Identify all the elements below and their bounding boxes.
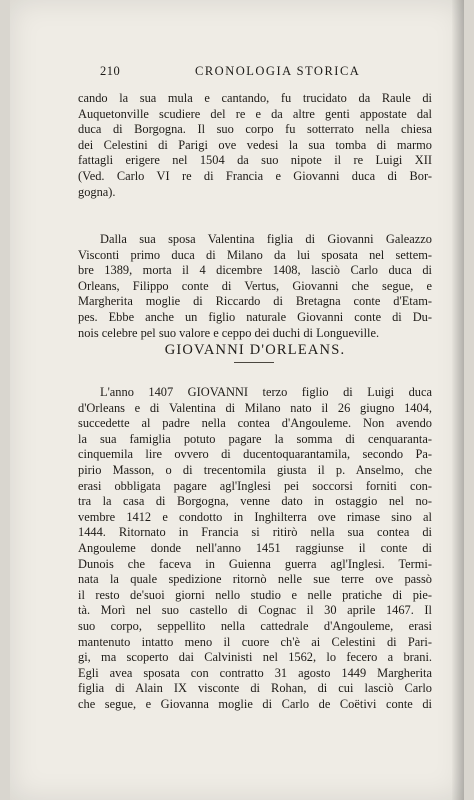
text-line: Auquetonville scudiere del re e da altre genti appostate dal [78, 106, 432, 121]
text-line: Egli avea sposata con contratto 31 agosto 1449 Margherita [78, 665, 432, 680]
text-line: (Ved. Carlo VI re di Francia e Giovanni duca di Bor- [78, 168, 432, 183]
section-heading: GIOVANNI D'ORLEANS. [164, 342, 346, 358]
text-line: nois celebre pel suo valore e ceppo dei duchi di Longueville. [78, 325, 380, 340]
paragraph-1 [78, 91, 432, 200]
text-line: Margherita moglie di Riccardo di Bretagna conte d'Etam- [78, 294, 432, 309]
text-line: tra la casa di Borgogna, venne dato in ostaggio nel no- [78, 494, 432, 509]
text-line: cinquemila lire ovvero di ducentoquarantamila, secondo Pa- [78, 447, 432, 462]
paragraph-2 [78, 232, 432, 341]
text-line: L'anno 1407 GIOVANNI terzo figlio di Luigi duca [100, 385, 432, 399]
text-line: cando la sua mula e cantando, fu trucidato da Raule di [78, 91, 432, 105]
text-line: vembre 1412 e condotto in Inghilterra ove rimase sino al [78, 509, 432, 524]
page-spine-shadow [452, 0, 464, 800]
text-line: gi, ma scoperto dai Calvinisti nel 1562, lo fecero a brani. [78, 650, 432, 665]
paragraph-3 [78, 385, 432, 712]
running-header [100, 64, 440, 84]
text-line: nata la quale spedizione ritornò nelle sue terre ove passò [78, 572, 432, 587]
text-line: tà. Morì nel suo castello di Cognac il 30 aprile 1467. Il [78, 603, 432, 618]
text-line: Angouleme donde nell'anno 1451 raggiunse il conte di [78, 540, 432, 555]
text-line: dei Celestini di Parigi ove vedesi la sua tomba di marmo [78, 137, 432, 152]
text-line: gogna). [78, 184, 116, 199]
text-line: la sua famiglia potuto pagare la somma di cenquaranta- [78, 431, 432, 446]
text-line: Dunois che faceva in Guienna guerra agl'Inglesi. Termi- [78, 556, 432, 571]
running-title: CRONOLOGIA STORICA [195, 64, 361, 78]
text-line: Orleans, Filippo conte di Vertus, Giovanni che segue, e [78, 278, 432, 293]
text-line: Dalla sua sposa Valentina figlia di Giovanni Galeazzo [100, 232, 432, 246]
text-line: succedette al padre nella contea d'Angouleme. Non avendo [78, 416, 432, 431]
text-line: che segue, e Giovanna moglie di Carlo de Coëtivi conte di [78, 696, 432, 711]
text-line: suo corpo, seppellito nella cattedrale d'Angouleme, erasi [78, 618, 432, 633]
text-line: bre 1389, morta il 4 dicembre 1408, lasciò Carlo duca di [78, 263, 432, 278]
text-line: erasi obbligata pagare agl'Inglesi pei soccorsi forniti con- [78, 478, 432, 493]
text-line: duca di Borgogna. Il suo corpo fu sotterrato nella chiesa [78, 122, 432, 137]
heading-rule [234, 362, 274, 363]
text-line: figlia di Alain IX visconte di Rohan, di cui lasciò Carlo [78, 681, 432, 696]
text-line: fattagli erigere nel 1504 da suo nipote il re Luigi XII [78, 153, 432, 168]
text-line: d'Orleans e di Valentina di Milano nato il 26 giugno 1404, [78, 400, 432, 415]
text-line: il resto de'suoi giorni nello studio e nelle pratiche di pie- [78, 587, 432, 602]
text-line: Visconti primo duca di Milano da lui sposata nel settem- [78, 247, 432, 262]
page-number: 210 [100, 64, 121, 78]
text-line: pes. Ebbe anche un figlio naturale Giovanni conte di Du- [78, 309, 432, 324]
text-line: mantenuto intatto meno il cuore ch'è ai Celestini di Pari- [78, 634, 432, 649]
text-line: 1444. Ritornato in Francia si ritirò nella sua contea di [78, 525, 432, 540]
text-line: pirio Masson, o di trecentomila giusta il p. Anselmo, che [78, 462, 432, 477]
